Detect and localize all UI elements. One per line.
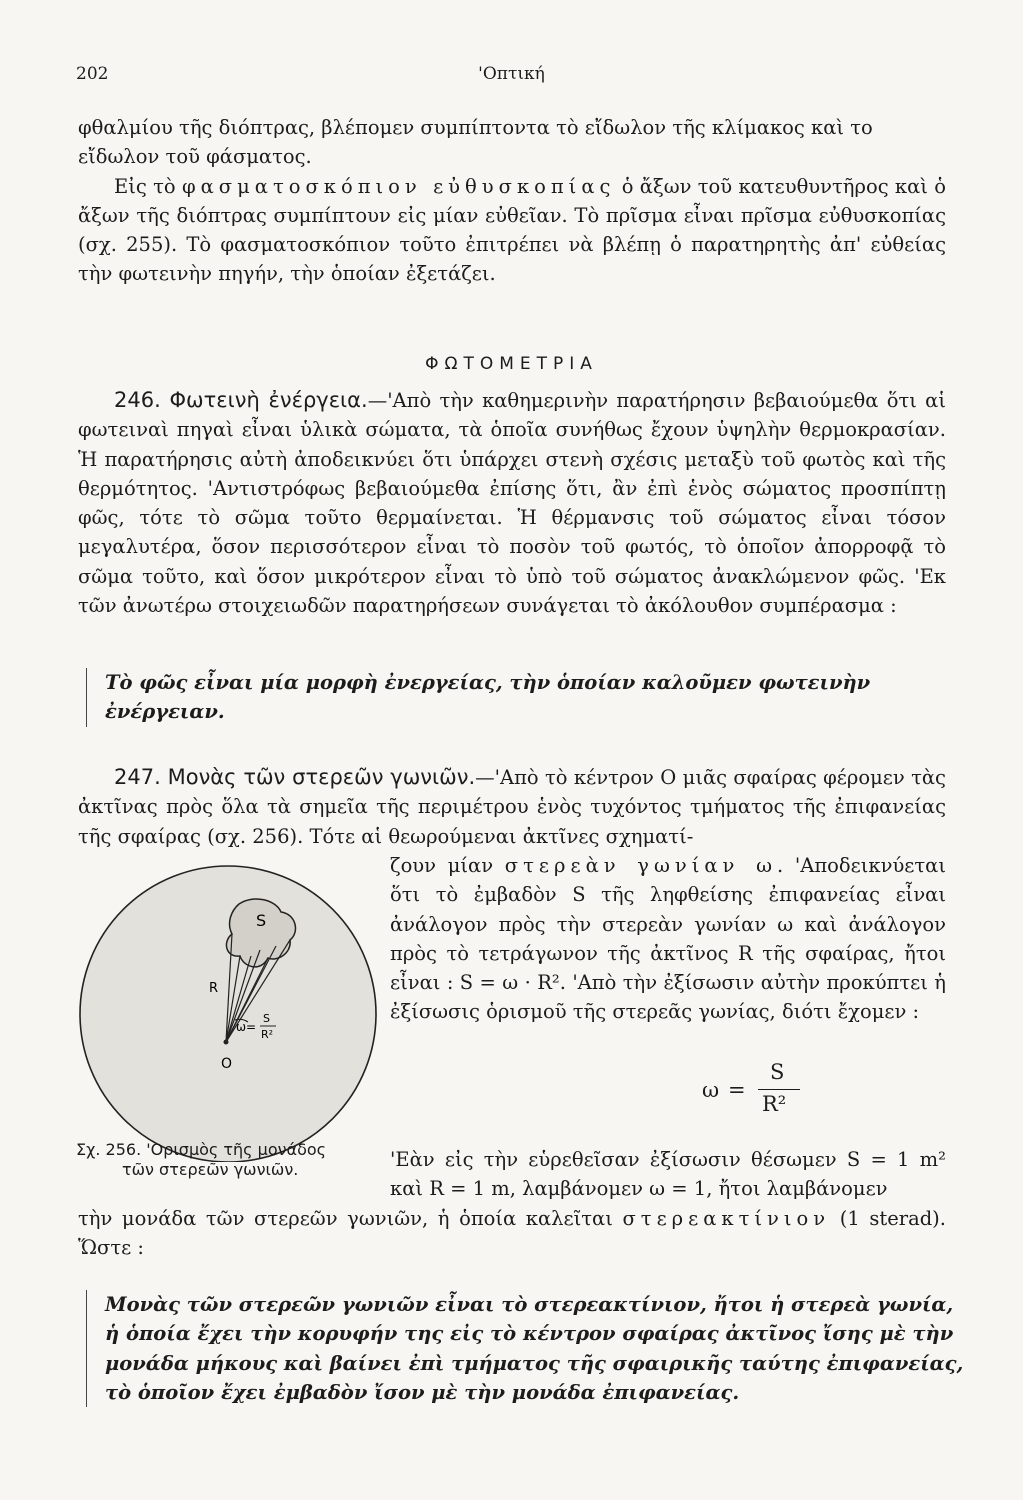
section-246-title: 246. Φωτεινὴ ἐνέργεια.: [114, 388, 368, 412]
intro-line-2: εἴδωλον τοῦ φάσματος.: [78, 145, 312, 169]
figure-256: [76, 832, 396, 1162]
figure-caption: [76, 1140, 386, 1180]
section-247-bottom-paragraph: [78, 1204, 946, 1263]
formula-omega: ω: [702, 1078, 720, 1102]
intro-text: [78, 113, 946, 289]
section-247-title: 247. Μονὰς τῶν στερεῶν γωνιῶν.: [114, 765, 476, 789]
solid-angle-formula: [702, 1060, 822, 1120]
sphere-diagram: [76, 832, 396, 1162]
caption-line-1: Σχ. 256. 'Ορισμὸς τῆς μονάδος: [76, 1140, 327, 1159]
section-246: [78, 386, 946, 620]
label-omega: ω=: [236, 1020, 257, 1034]
section-247-conclusion: Μονὰς τῶν στερεῶν γωνιῶν εἶναι τὸ στερεακτίνιον, ἤτοι ἡ στερεὰ γωνία, ἡ ὁποία ἔχει τὴν κορυφήν της εἰς τὸ κέντρον σφαίρας ἀκτῖνος ἴσης μὲ τὴν μονάδα μήκους καὶ βαίνει ἐπὶ τμήματος τῆς σφαιρικῆς ταύτης ἐπιφανείας, τὸ ὁποῖον ἔχει ἐμβαδὸν ἴσον μὲ τὴν μονάδα ἐπιφανείας.: [86, 1290, 967, 1407]
formula-fraction-bar: [758, 1089, 800, 1090]
label-S: S: [256, 911, 267, 930]
center-point: [224, 1040, 229, 1045]
intro-line-1: φθαλμίου τῆς διόπτρας, βλέπομεν συμπίπτοντα τὸ εἴδωλον τῆς κλίμακος καὶ το: [78, 116, 873, 139]
label-R: R: [209, 981, 219, 996]
intro-p2-rest: ὁ ἄξων τοῦ κατευθυντῆρος καὶ ὁ ἄξων τῆς διόπτρας συμπίπτουν εἰς μίαν εὐθεῖαν. Τὸ πρῖσμα εἶναι πρῖσμα εὐθυσκοπίας (σχ. 255). Τὸ φασματοσκόπιον τοῦτο ἐπιτρέπει νὰ βλέπῃ ὁ παρατηρητὴς ἀπ' εὐθείας τὴν φωτεινὴν πηγήν, τὴν ὁποίαν ἐξετάζει.: [78, 174, 946, 286]
bottom-start: τὴν μονάδα τῶν στερεῶν γωνιῶν, ἡ ὁποία καλεῖται: [78, 1207, 623, 1230]
section-247-bottom: [78, 1204, 946, 1263]
running-title: 'Οπτική: [478, 64, 545, 84]
page-number: 202: [76, 64, 109, 84]
formula-numerator: S: [770, 1060, 785, 1084]
formula-denominator: R²: [762, 1092, 787, 1116]
label-frac-R: R²: [261, 1028, 274, 1041]
section-246-conclusion: Τὸ φῶς εἶναι μία μορφὴ ἐνεργείας, τὴν ὁποίαν καλοῦμεν φωτεινὴν ἐνέργειαν.: [86, 668, 967, 727]
bottom-spaced-term: στερεακτίνιον: [622, 1207, 831, 1230]
right-after-text: 'Εὰν εἰς τὴν εὑρεθεῖσαν ἐξίσωσιν θέσωμεν S = 1 m² καὶ R = 1 m, λαμβάνομεν ω = 1, ἤτοι λαμβάνομεν: [390, 1148, 946, 1201]
section-247-body-top: —'Απὸ τὸ κέντρον Ο μιᾶς σφαίρας φέρομεν τὰς ἀκτῖνας πρὸς ὅλα τὰ σημεῖα τῆς περιμέτρου ἑνὸς τυχόντος τμήματος τῆς ἐπιφανείας τῆς σφαίρας (σχ. 256). Τότε αἱ θεωρούμεναι ἀκτῖνες σχηματί-: [78, 766, 946, 848]
section-247-right-column: [390, 851, 946, 1027]
intro-paragraph-2: [78, 172, 946, 289]
section-247-right-after: [390, 1145, 946, 1204]
section-246-paragraph: [78, 386, 946, 620]
right-start: ζουν μίαν: [390, 854, 505, 877]
caption-line-2: τῶν στερεῶν γωνιῶν.: [122, 1160, 299, 1179]
right-spaced-term: στερεὰν γωνίαν ω: [504, 854, 777, 877]
section-247-right-paragraph: [390, 851, 946, 1027]
page-header: [76, 64, 947, 90]
section-246-body: —'Απὸ τὴν καθημερινὴν παρατήρησιν βεβαιούμεθα ὅτι αἱ φωτειναὶ πηγαὶ εἶναι ὑλικὰ σώματα, τὰ ὁποῖα συνήθως ἔχουν ὑψηλὴν θερμοκρασίαν. Ἡ παρατήρησις αὐτὴ ἀποδεικνύει ὅτι ὑπάρχει στενὴ σχέσις μεταξὺ τοῦ φωτὸς καὶ τῆς θερμότητος. 'Αντιστρόφως βεβαιούμεθα ἐπίσης ὅτι, ἂν ἐπὶ ἑνὸς σώματος προσπίπτῃ φῶς, τότε τὸ σῶμα τοῦτο θερμαίνεται. Ἡ θέρμανσις τοῦ σώματος εἶναι τόσον μεγαλυτέρα, ὅσον περισσότερον εἶναι τὸ ποσὸν τοῦ φωτός, τὸ ὁποῖον ἀπορροφᾷ τὸ σῶμα τοῦτο, καὶ ὅσον μικρότερον εἶναι τὸ ὑπὸ τοῦ σώματος ἀνακλώμενον φῶς. 'Εκ τῶν ἀνωτέρω στοιχειωδῶν παρατηρήσεων συνάγεται τὸ ἀκόλουθον συμπέρασμα :: [78, 389, 946, 618]
intro-p2-start: Εἰς τὸ: [114, 174, 182, 198]
section-heading: ΦΩΤΟΜΕΤΡΙΑ: [425, 354, 598, 374]
intro-p2-spaced-term: φασματοσκόπιον εὐθυσκοπίας: [181, 174, 616, 198]
label-frac-S: S: [263, 1012, 270, 1025]
right-rest: . 'Αποδεικνύεται ὅτι τὸ ἐμβαδὸν S τῆς ληφθείσης ἐπιφανείας εἶναι ἀνάλογον πρὸς τὴν στερεὰν γωνίαν ω καὶ ἀνάλογον πρὸς τὸ τετράγωνον τῆς ἀκτῖνος R τῆς σφαίρας, ἤτοι εἶναι : S = ω · R². 'Απὸ τὴν ἐξίσωσιν αὐτὴν προκύπτει ἡ ἐξίσωσις ὁρισμοῦ τῆς στερεᾶς γωνίας, διότι ἔχομεν :: [390, 854, 946, 1024]
formula-equals: =: [728, 1078, 746, 1102]
bottom-rest: (1 sterad). Ὥστε :: [78, 1207, 946, 1260]
label-O: O: [221, 1056, 233, 1072]
